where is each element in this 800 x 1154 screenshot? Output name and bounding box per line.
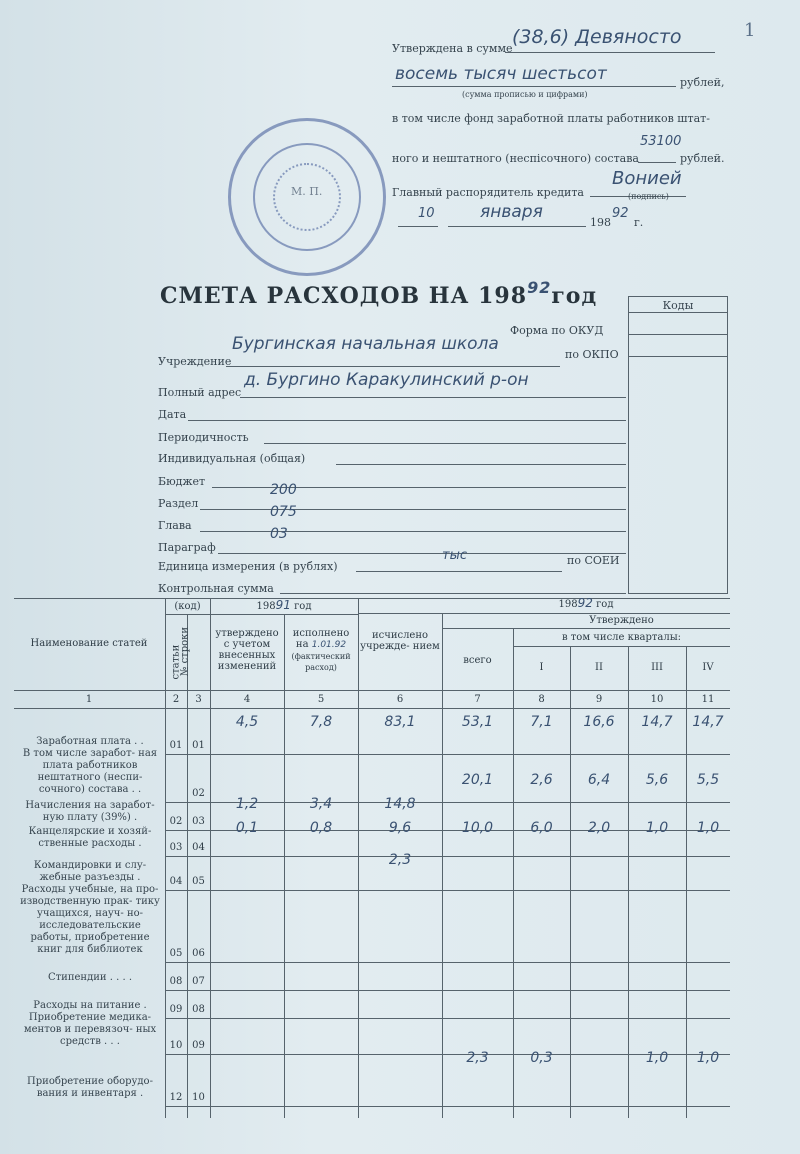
colnum: 4 — [243, 694, 251, 705]
institution-hand: Бургинская начальная школа — [232, 334, 499, 354]
table-row-name: Приобретение оборудо- вания и инвентаря . — [27, 1076, 153, 1099]
col-row-header: № строки — [179, 626, 191, 677]
col-q1: I — [539, 662, 544, 673]
title-suffix: год — [551, 283, 598, 309]
manager-sign-hand: Вонией — [612, 168, 682, 189]
colnum: 7 — [474, 694, 481, 705]
table-cell-value: 7,8 — [309, 714, 333, 730]
table-row-article: 12 — [169, 1092, 183, 1103]
table-cell-value: 16,6 — [583, 714, 615, 730]
table-row-divider — [165, 1018, 730, 1019]
col-q2: II — [595, 662, 603, 673]
table-row-number: 02 — [192, 788, 205, 799]
individual-label: Индивидуальная (общая) — [158, 452, 306, 465]
colnum: 1 — [85, 694, 93, 705]
col-approved: Утверждено — [589, 615, 654, 626]
col-executed — [286, 628, 356, 673]
table-cell-value: 2,6 — [530, 772, 553, 788]
colnum: 9 — [595, 694, 603, 705]
table-cell-value: 2,3 — [466, 1050, 489, 1066]
codes-box — [628, 296, 728, 594]
col-q4: IV — [702, 662, 714, 673]
paragraph-label: Параграф — [158, 541, 216, 554]
table-row-number: 05 — [192, 876, 205, 887]
periodicity-label: Периодичность — [158, 431, 249, 444]
table-row-number: 08 — [192, 1004, 205, 1015]
budget-label: Бюджет — [158, 475, 206, 488]
table-cell-value: 14,8 — [384, 796, 416, 812]
cur-year-suffix: год — [596, 599, 614, 610]
page-number: 1 — [744, 20, 756, 41]
table-row-number: 03 — [192, 816, 205, 827]
col-approved-changes: утверждено с учетом внесенных изменений — [215, 628, 279, 672]
title-year-hand: 92 — [527, 278, 552, 297]
table-row-name: Расходы учебные, на про- изводственную прак- тику учащихся, науч- но-исследовательские работы, приобретение книг для библиотек — [20, 884, 160, 955]
table-row-number: 01 — [192, 740, 205, 751]
colnum: 6 — [396, 694, 404, 705]
table-cell-value: 1,0 — [645, 1050, 669, 1066]
table-row-name: Стипендии . . . . — [47, 972, 132, 983]
address-hand: д. Бургино Каракулинский р-он — [244, 370, 529, 390]
table-cell-value: 1,0 — [696, 1050, 720, 1066]
table-row-article: 04 — [169, 876, 183, 887]
table-cell-value: 1,2 — [235, 796, 259, 812]
table-row-name: Командировки и слу- жебные разъезды . — [33, 860, 147, 883]
section-label: Раздел — [158, 497, 199, 510]
table-row-number: 09 — [192, 1040, 205, 1051]
date-year-prefix: 198 — [590, 216, 611, 229]
date-month-hand: января — [480, 202, 543, 222]
date-suffix: г. — [634, 216, 644, 229]
table-row-article: 10 — [169, 1040, 183, 1051]
col-article-header: статьи — [170, 644, 182, 680]
soei: по СОЕИ — [567, 554, 620, 567]
col-code-header: (код) — [174, 601, 201, 612]
approved-label: Утверждена в сумме — [392, 42, 513, 55]
table-cell-value: 14,7 — [641, 714, 673, 730]
cur-year-prefix: 198 — [558, 599, 578, 610]
cur-year-header — [442, 598, 730, 610]
fund-label-1: в том числе фонд заработной платы работников штат- — [392, 112, 710, 125]
col-calculated: исчислено учрежде- нием — [360, 630, 440, 652]
colnum: 11 — [701, 694, 715, 705]
col-name-header: Наименование статей — [30, 638, 148, 649]
colnum: 3 — [195, 694, 202, 705]
table-cell-value: 53,1 — [461, 714, 494, 730]
table-row-name: Начисления на заработ- ную плату (39%) . — [25, 800, 155, 823]
table-row-article: 01 — [169, 740, 183, 751]
table-cell-value: 5,6 — [645, 772, 669, 788]
signature-hint: (подпись) — [628, 192, 669, 201]
control-label: Контрольная сумма — [158, 582, 274, 595]
table-cell-value: 3,4 — [309, 796, 333, 812]
approved-amount-hand2: восемь тысяч шестьсот — [395, 64, 607, 84]
table-cell-value: 10,0 — [461, 820, 494, 836]
table-cell-value: 6,4 — [587, 772, 611, 788]
rub-label: рублей, — [680, 76, 725, 89]
form-okud: Форма по ОКУД — [510, 324, 604, 337]
manager-label: Главный распорядитель кредита — [392, 186, 584, 199]
table-row-name: Расходы на питание . — [33, 1000, 147, 1011]
section-hand: 200 — [270, 482, 297, 498]
institution-label: Учреждение — [158, 355, 232, 368]
fund-label-2: ного и нештатного (неспісочного) состава — [392, 152, 639, 165]
table-row-number: 06 — [192, 948, 205, 959]
date-label: Дата — [158, 408, 187, 421]
unit-hand: тыс — [442, 548, 467, 563]
prev-year-prefix: 198 — [256, 601, 276, 612]
table-cell-value: 1,0 — [696, 820, 720, 836]
col-total: всего — [463, 655, 492, 666]
table-row-divider — [165, 856, 730, 857]
table-row-number: 04 — [192, 842, 205, 853]
fund-rub: рублей. — [680, 152, 725, 165]
table-row-divider — [165, 962, 730, 963]
table-cell-value: 6,0 — [530, 820, 553, 836]
table-cell-value: 5,5 — [696, 772, 720, 788]
col-q3: III — [651, 662, 663, 673]
col-executed-label: исполнено на — [292, 628, 350, 650]
table-cell-value: 2,0 — [587, 820, 611, 836]
table-row-number: 10 — [192, 1092, 205, 1103]
col-quarters: в том числе кварталы: — [561, 632, 682, 643]
table-cell-value: 7,1 — [530, 714, 553, 730]
table-row-article: 03 — [169, 842, 183, 853]
table-row-number: 07 — [192, 976, 205, 987]
date-year-hand: 92 — [612, 206, 629, 221]
table-row-name: Канцелярские и хозяй- ственные расходы . — [28, 826, 152, 849]
colnum: 8 — [538, 694, 545, 705]
table-cell-value: 4,5 — [235, 714, 259, 730]
official-seal — [228, 118, 386, 276]
table-row-article: 02 — [169, 816, 183, 827]
table-row-name: Заработная плата . . — [36, 736, 144, 747]
table-cell-value: 0,3 — [530, 1050, 553, 1066]
table-cell-value: 0,8 — [309, 820, 333, 836]
amount-hint: (сумма прописью и цифрами) — [462, 90, 588, 99]
approved-amount-hand: (38,6) Девяносто — [512, 26, 682, 48]
title-prefix: СМЕТА РАСХОДОВ НА 198 — [160, 283, 528, 309]
table-row-divider — [165, 990, 730, 991]
table-cell-value: 83,1 — [384, 714, 416, 730]
table-cell-value: 0,1 — [235, 820, 259, 836]
date-day-hand: 10 — [418, 206, 435, 221]
table-cell-value: 14,7 — [692, 714, 724, 730]
cur-year-hand: 92 — [577, 596, 593, 610]
table-row-divider — [165, 1106, 730, 1107]
colnum: 2 — [172, 694, 180, 705]
prev-year-suffix: год — [294, 601, 312, 612]
col-executed-hand: 1.01.92 — [311, 640, 347, 650]
table-row-name: В том числе заработ- ная плата работников нештатного (неспи- сочного) состава . . — [22, 748, 158, 795]
table-cell-value: 2,3 — [388, 852, 412, 868]
codes-label: Коды — [662, 299, 694, 312]
unit-label: Единица измерения (в рублях) — [158, 560, 338, 573]
table-cell-value: 1,0 — [645, 820, 669, 836]
fund-value-hand: 53100 — [640, 134, 682, 149]
prev-year-hand: 91 — [275, 598, 291, 612]
chapter-label: Глава — [158, 519, 192, 532]
table-cell-value: 9,6 — [388, 820, 412, 836]
paragraph-hand: 03 — [270, 526, 288, 542]
prev-year-header — [210, 600, 358, 612]
table-row-name: Приобретение медика- ментов и перевязоч- ных средств . . . — [23, 1012, 157, 1047]
okpo: по ОКПО — [565, 348, 619, 361]
table-row-article: 08 — [169, 976, 183, 987]
table-row-divider — [165, 754, 730, 755]
col-executed-hint: (фактический расход) — [291, 652, 351, 672]
colnum: 10 — [650, 694, 664, 705]
table-cell-value: 20,1 — [461, 772, 494, 788]
address-label: Полный адрес — [158, 386, 242, 399]
table-row-article: 05 — [169, 948, 183, 959]
table-row-article: 09 — [169, 1004, 183, 1015]
chapter-hand: 075 — [270, 504, 297, 520]
table-row-divider — [165, 890, 730, 891]
mp-label: М. П. — [291, 185, 323, 198]
page-title — [160, 278, 598, 309]
colnum: 5 — [317, 694, 325, 705]
